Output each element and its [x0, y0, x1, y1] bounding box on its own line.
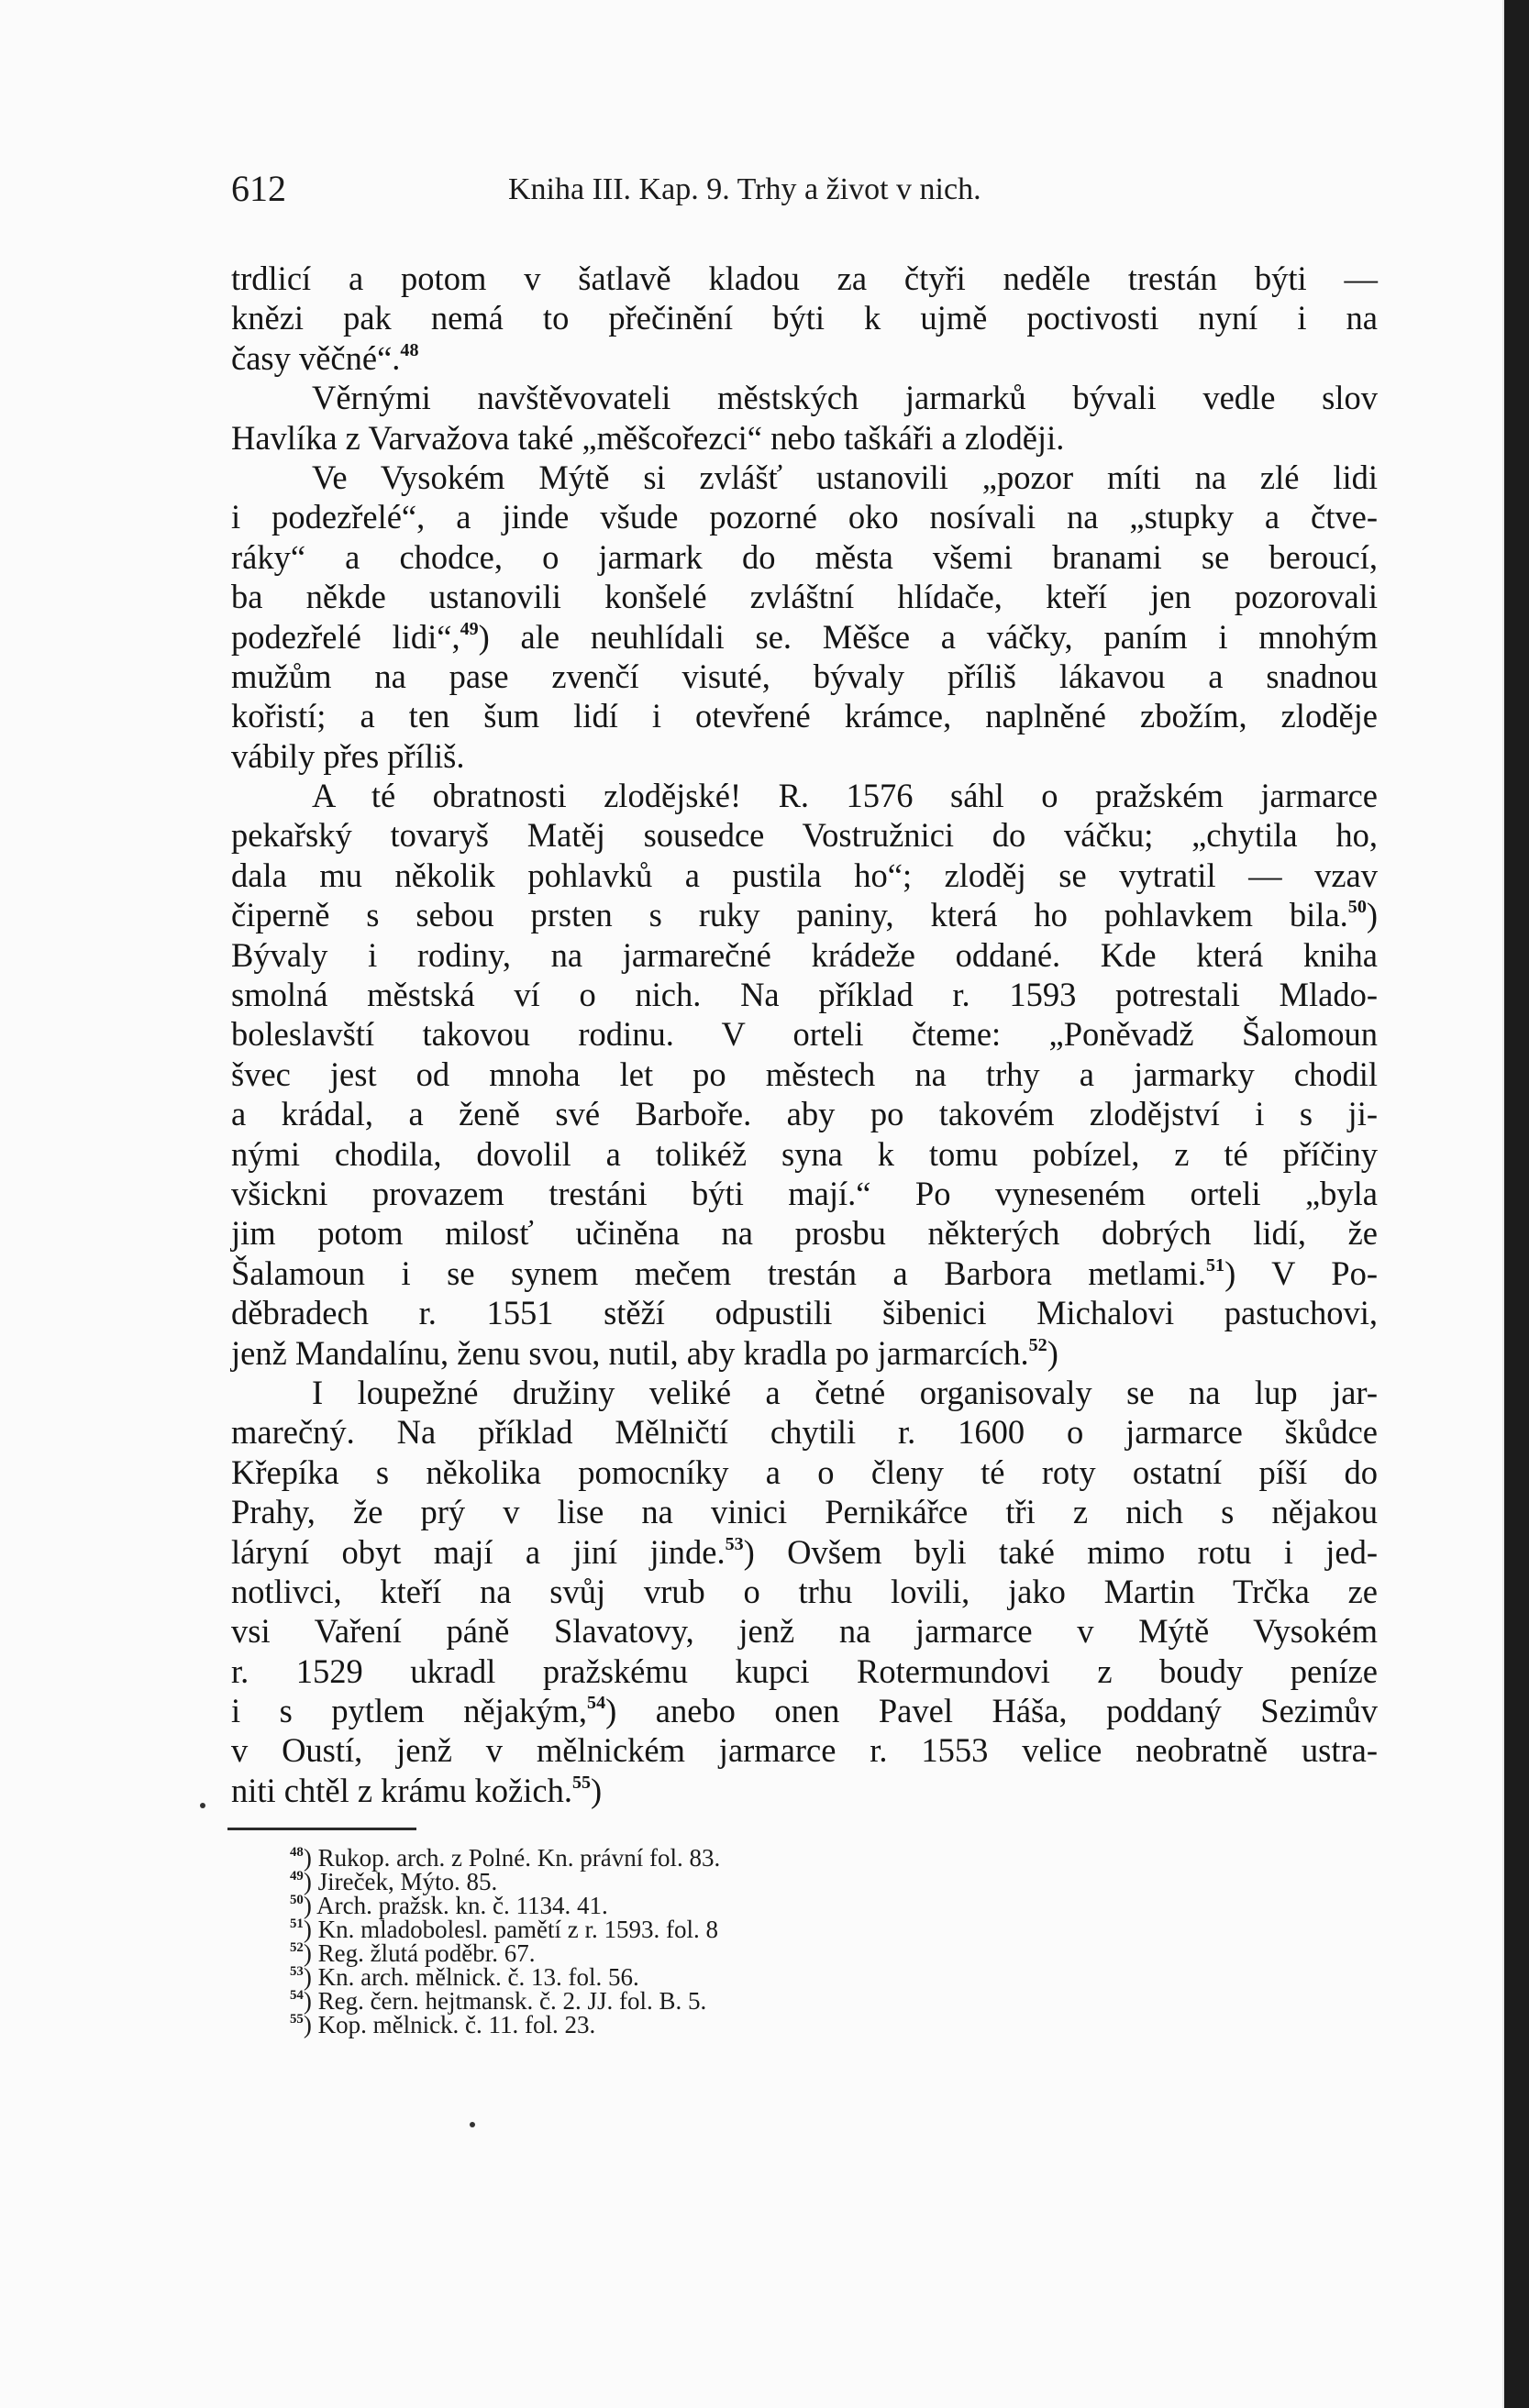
line-text: r. 1529 ukradl pražskému kupci Rotermundovi z boudy peníze	[231, 1651, 1378, 1690]
text-line	[231, 935, 1378, 975]
line-text: láryní obyt mají a jiní jinde.	[231, 1532, 726, 1571]
footnotes	[290, 1846, 1115, 2037]
line-text: Věrnými navštěvovateli městských jarmarků bývali vedle slov	[312, 379, 1378, 417]
footnote	[290, 1917, 1115, 1941]
line-text: Prahy, že prý v lise na vinici Pernikářce tři z nich s nějakou	[231, 1493, 1378, 1531]
footnote-reference: 49	[460, 618, 479, 639]
line-text-after: ) anebo onen Pavel Háša, poddaný Sezimův	[605, 1692, 1378, 1730]
line-text-after: )	[591, 1771, 603, 1809]
line-text: ba někde ustanovili konšelé zvláštní hlídače, kteří jen pozorovali	[231, 578, 1378, 616]
text-line	[231, 259, 1378, 298]
text-line	[231, 1174, 1378, 1213]
line-text: Křepíka s několika pomocníky a o členy té roty ostatní píší do	[231, 1453, 1378, 1491]
text-line	[231, 1333, 1378, 1373]
footnote	[290, 1989, 1115, 2013]
footnote	[290, 1941, 1115, 1965]
text-line	[231, 856, 1378, 895]
line-text: boleslavští takovou rodinu. V orteli čteme: „Poněvadž Šalomoun	[231, 1015, 1378, 1054]
line-text: kořistí; a ten šum lidí i otevřené krámce, naplněné zbožím, zloděje	[231, 697, 1378, 735]
line-text: časy věčné“.	[231, 338, 401, 377]
text-line	[231, 975, 1378, 1014]
text-line	[231, 696, 1378, 735]
line-text-after: )	[1047, 1333, 1058, 1372]
line-text-after: ) V Po-	[1224, 1254, 1378, 1292]
footnote-text: ) Rukop. arch. z Polné. Kn. právní fol. 83.	[303, 1844, 721, 1872]
footnote-mark: 51	[290, 1916, 304, 1931]
page-header	[231, 167, 1378, 213]
text-line	[231, 1014, 1378, 1054]
text-line	[231, 895, 1378, 934]
line-text-after: ) ale neuhlídali se. Měšce a váčky, paním i mnohým	[478, 617, 1378, 656]
line-text: děbradech r. 1551 stěží odpustili šibenici Michalovi pastuchovi,	[231, 1294, 1378, 1332]
footnote-text: ) Reg. čern. hejtmansk. č. 2. JJ. fol. B. 5.	[303, 1987, 707, 2015]
body-text	[231, 259, 1378, 1810]
text-line	[231, 1373, 1378, 1412]
line-text: i s pytlem nějakým,	[231, 1692, 588, 1730]
text-line	[231, 338, 1378, 378]
footnote-reference: 48	[400, 339, 419, 360]
line-text: Šalamoun i se synem mečem trestán a Barbora metlami.	[231, 1254, 1207, 1292]
line-text: trdlicí a potom v šatlavě kladou za čtyři neděle trestán býti —	[231, 260, 1378, 297]
line-text: vsi Vaření páně Slavatovy, jenž na jarmarce v Mýtě Vysokém	[231, 1612, 1378, 1651]
line-text: notlivci, kteří na svůj vrub o trhu lovili, jako Martin Trčka ze	[231, 1572, 1378, 1610]
footnote-reference: 54	[587, 1693, 606, 1714]
text-line	[231, 1492, 1378, 1531]
text-line	[231, 815, 1378, 855]
footnote-text: ) Kn. mladobolesl. pamětí z r. 1593. fol. 8	[303, 1916, 719, 1943]
text-line	[231, 1412, 1378, 1452]
footnote-reference: 53	[725, 1533, 744, 1554]
text-line	[231, 1094, 1378, 1133]
line-text: I loupežné družiny veliké a četné organisovaly se na lup jar-	[312, 1373, 1378, 1411]
footnote-mark: 48	[290, 1844, 304, 1860]
line-text: i podezřelé“, a jinde všude pozorné oko nosívali na „stupky a čtve-	[231, 498, 1378, 536]
text-line	[231, 776, 1378, 815]
text-line	[231, 1453, 1378, 1492]
text-line	[231, 497, 1378, 536]
text-line	[231, 537, 1378, 577]
line-text: marečný. Na příklad Mělničtí chytili r. 1600 o jarmarce škůdce	[231, 1413, 1378, 1452]
line-text: Havlíka z Varvažova také „měšcořezci“ nebo taškáři a zloději.	[231, 418, 1065, 457]
footnote-reference: 51	[1206, 1254, 1225, 1276]
line-text: ráky“ a chodce, o jarmark do města všemi branami se beroucí,	[231, 537, 1378, 576]
text-line	[231, 1293, 1378, 1332]
footnote-mark: 55	[290, 2011, 304, 2027]
scan-speck	[470, 2122, 475, 2127]
line-text: v Oustí, jenž v mělnickém jarmarce r. 1553 velice neobratně ustra-	[231, 1731, 1378, 1770]
footnote-mark: 52	[290, 1939, 304, 1955]
line-text: mužům na pase zvenčí visuté, bývaly příliš lákavou a snadnou	[231, 657, 1378, 695]
text-line	[231, 1572, 1378, 1611]
footnote-text: ) Arch. pražsk. kn. č. 1134. 41.	[303, 1892, 608, 1919]
line-text: knězi pak nemá to přečinění býti k ujmě poctivosti nyní i na	[231, 299, 1378, 337]
text-line	[231, 1730, 1378, 1770]
text-line	[231, 1134, 1378, 1174]
footnote-mark: 50	[290, 1892, 304, 1907]
text-line	[231, 1254, 1378, 1293]
line-text: čiperně s sebou prsten s ruky paniny, která ho pohlavkem bila.	[231, 896, 1348, 934]
footnote	[290, 1965, 1115, 1989]
footnote-reference: 55	[571, 1772, 592, 1793]
footnote	[290, 1894, 1115, 1917]
text-line	[231, 1055, 1378, 1094]
footnote	[290, 1846, 1115, 1870]
text-line	[231, 1651, 1378, 1691]
line-text: Ve Vysokém Mýtě si zvlášť ustanovili „pozor míti na zlé lidi	[312, 458, 1378, 496]
text-line	[231, 657, 1378, 696]
footnote-mark: 54	[290, 1987, 304, 2003]
text-line	[231, 617, 1378, 657]
text-line	[231, 736, 1378, 776]
footnote-text: ) Jireček, Mýto. 85.	[303, 1868, 498, 1895]
text-line	[231, 1771, 1378, 1810]
text-line	[231, 378, 1378, 417]
text-line	[231, 1213, 1378, 1253]
footnote-text: ) Reg. žlutá poděbr. 67.	[303, 1939, 536, 1967]
line-text-after: ) Ovšem byli také mimo rotu i jed-	[743, 1532, 1378, 1571]
line-text: jenž Mandalínu, ženu svou, nutil, aby kradla po jarmarcích.	[231, 1333, 1029, 1372]
line-text: smolná městská ví o nich. Na příklad r. 1593 potrestali Mlado-	[231, 976, 1378, 1014]
footnote-text: ) Kn. arch. mělnick. č. 13. fol. 56.	[303, 1963, 639, 1991]
text-line	[231, 418, 1378, 458]
text-line	[231, 298, 1378, 337]
line-text: podezřelé lidi“,	[231, 617, 460, 656]
page-number: 612	[231, 168, 286, 209]
text-line	[231, 458, 1378, 497]
line-text: pekařský tovaryš Matěj sousedce Vostružnici do váčku; „chytila ho,	[231, 816, 1378, 855]
line-text: a krádal, a ženě své Barboře. aby po takovém zlodějství i s ji-	[231, 1095, 1378, 1133]
line-text: vábily přes příliš.	[231, 736, 465, 775]
text-line	[231, 1611, 1378, 1651]
line-text: všickni provazem trestáni býti mají.“ Po vyneseném orteli „byla	[231, 1174, 1378, 1212]
footnote-mark: 49	[290, 1868, 304, 1883]
line-text: dala mu několik pohlavků a pustila ho“; zloděj se vytratil — vzav	[231, 856, 1378, 894]
text-line	[231, 1532, 1378, 1572]
line-text: jim potom milosť učiněna na prosbu některých dobrých lidí, že	[231, 1214, 1378, 1253]
footnote-reference: 50	[1347, 897, 1367, 918]
scan-speck	[200, 1803, 205, 1808]
footnote-text: ) Kop. mělnick. č. 11. fol. 23.	[303, 2011, 596, 2038]
line-text: nými chodila, dovolil a tolikéž syna k tomu pobízel, z té příčiny	[231, 1134, 1378, 1173]
text-line	[231, 1691, 1378, 1730]
page-edge-shadow	[1504, 0, 1529, 2408]
footnote	[290, 2013, 1115, 2037]
footnote-mark: 53	[290, 1963, 304, 1979]
line-text-after: )	[1366, 896, 1378, 934]
line-text: niti chtěl z krámu kožich.	[231, 1771, 572, 1809]
line-text: A té obratnosti zlodějské! R. 1576 sáhl o pražském jarmarce	[312, 777, 1378, 815]
line-text: švec jest od mnoha let po městech na trhy a jarmarky chodil	[231, 1055, 1378, 1093]
footnote	[290, 1870, 1115, 1894]
line-text: Bývaly i rodiny, na jarmarečné krádeže oddané. Kde která kniha	[231, 935, 1378, 974]
footnote-reference: 52	[1028, 1334, 1047, 1355]
text-line	[231, 577, 1378, 616]
running-title: Kniha III. Kap. 9. Trhy a život v nich.	[508, 172, 981, 206]
footnote-rule	[227, 1828, 416, 1830]
